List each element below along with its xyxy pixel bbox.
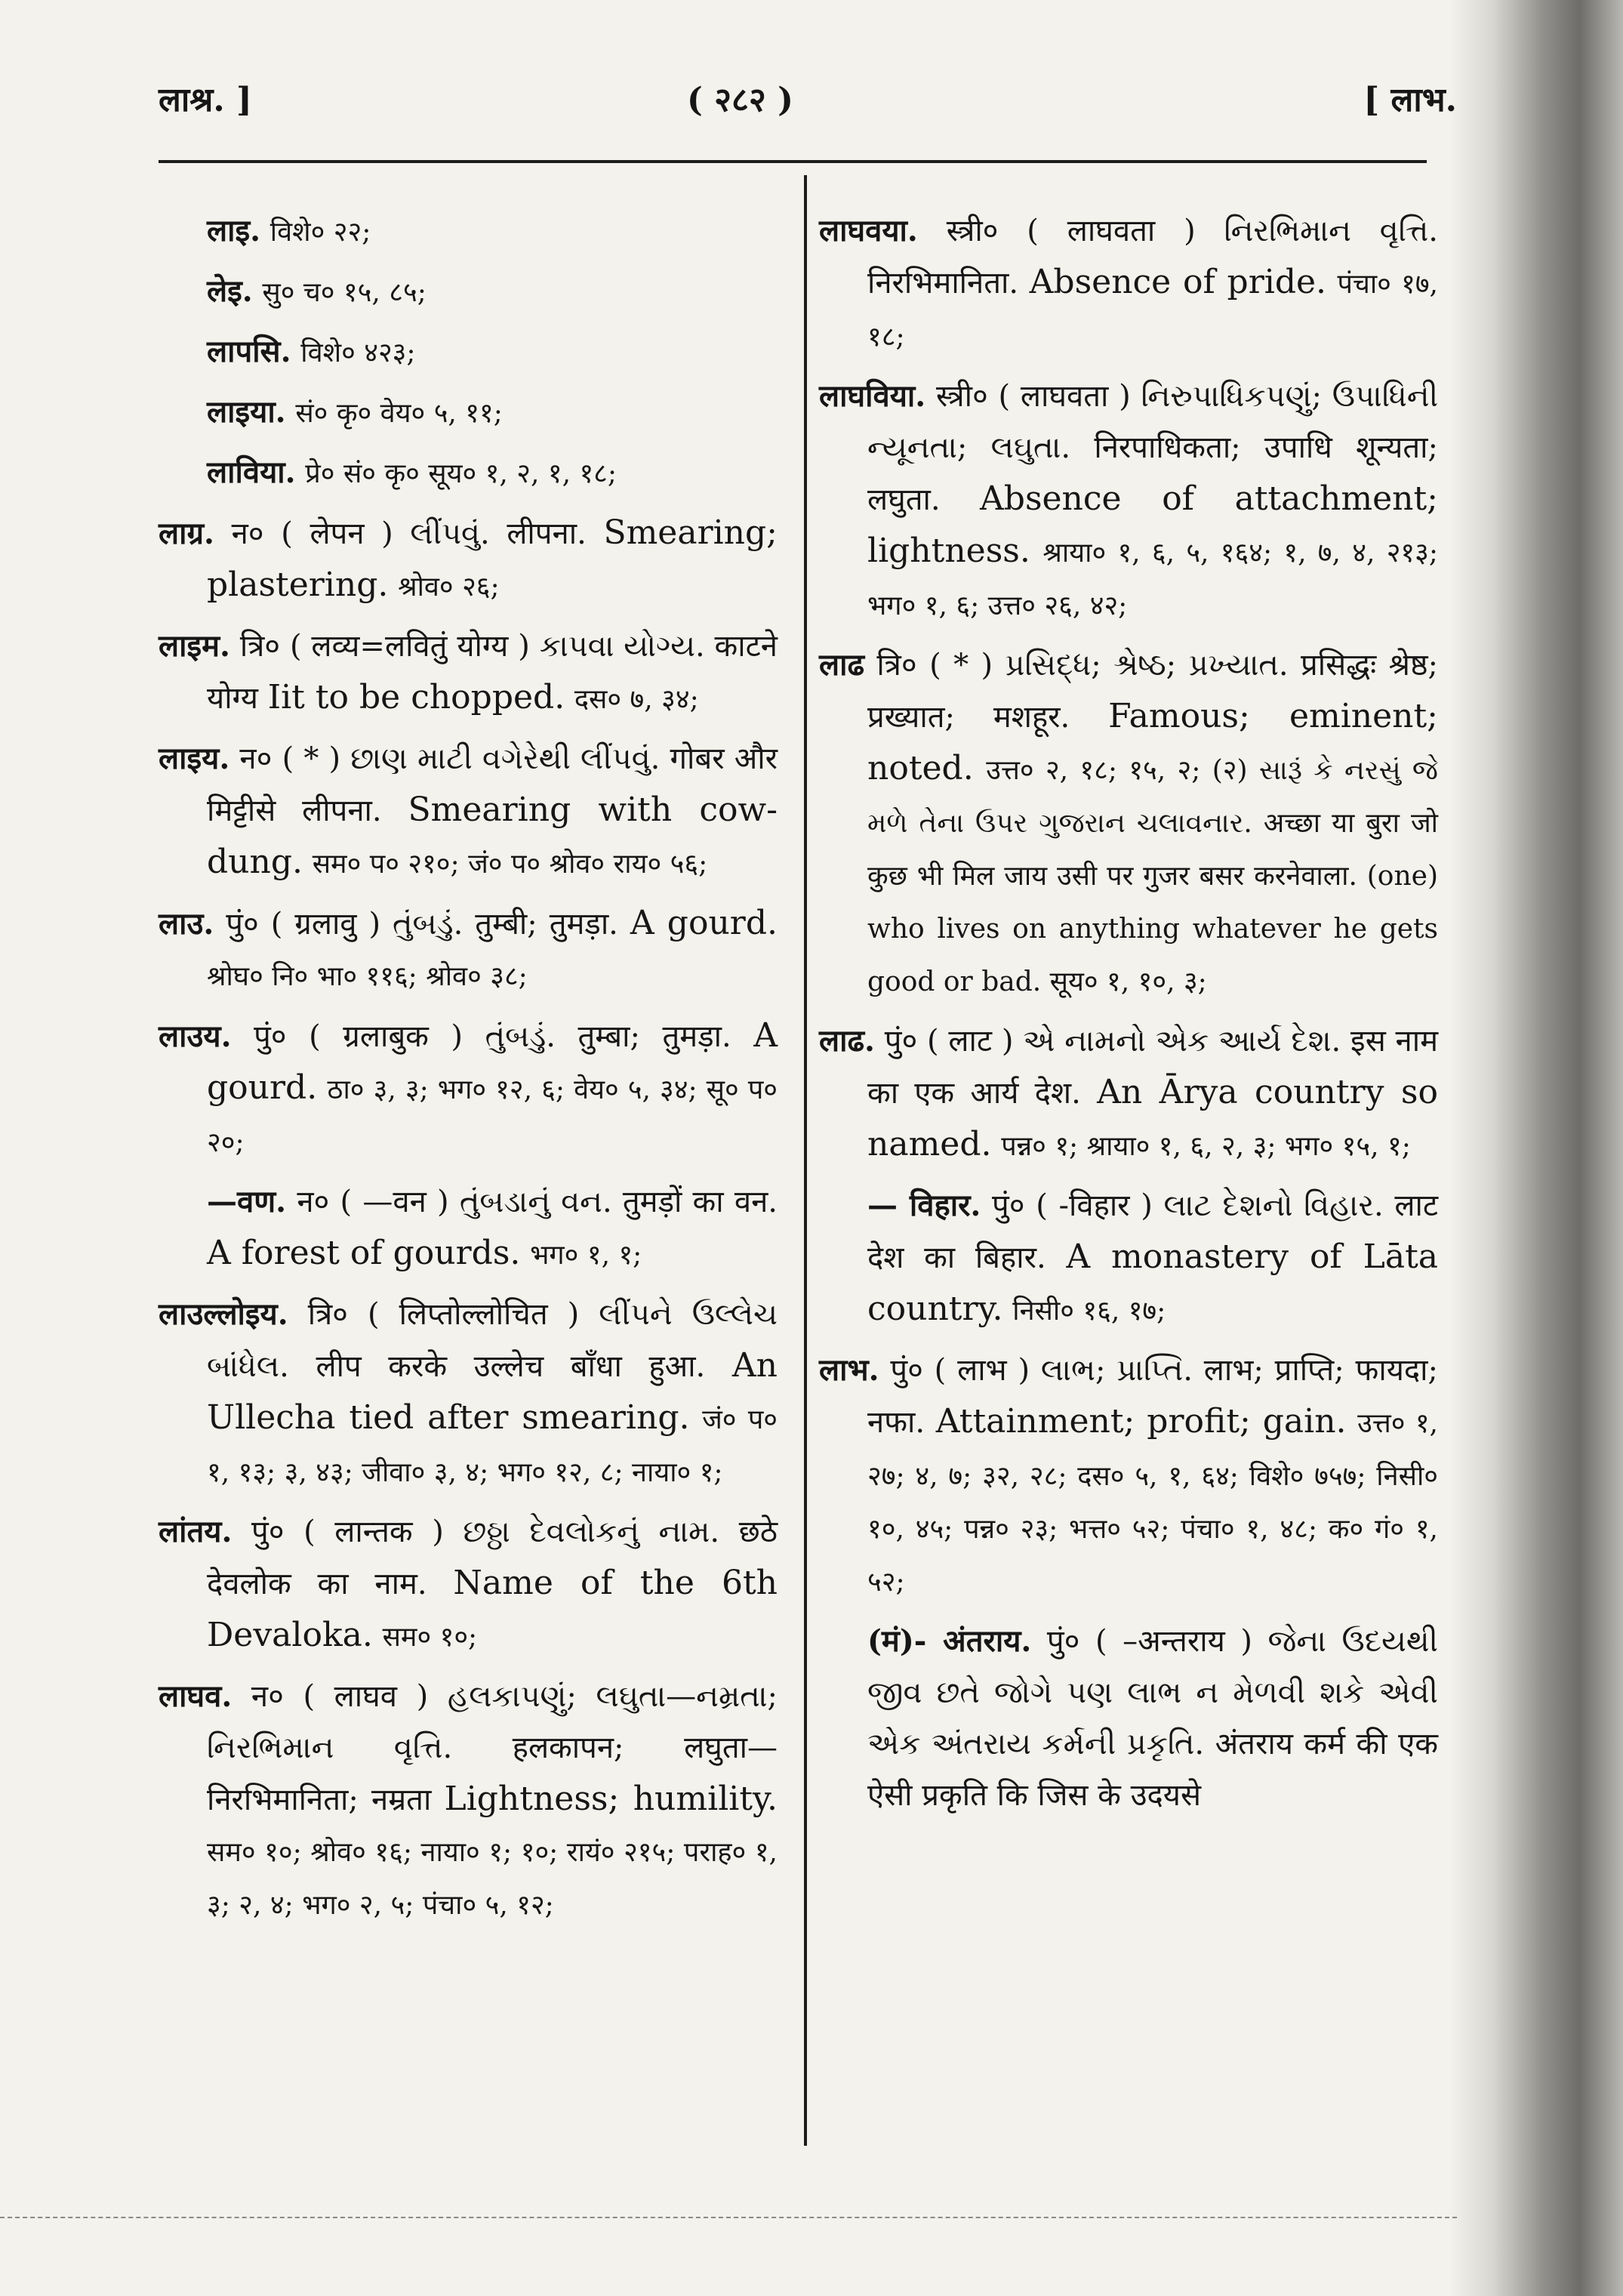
dictionary-entry [819,371,1438,632]
entry-gloss: છઠ્ઠા દેવલોકનું નામ. छठे देवलोक का नाम. [207,1515,778,1601]
entry-gloss: પ્રસિદ્ધ; શ્રેષ્ઠ; પ્રખ્યાત. प्रसिद्धः श्रेष्ठ; प्रख्यात; मशहूर. [867,648,1438,735]
entry-references: प्रे० सं० कृ० सूय० १, २, १, १८; [305,458,617,489]
entry-english: Famous; eminent; noted. [867,697,1438,787]
entry-references: भग० १, १; [530,1240,642,1271]
entry-references: सम० प० २१०; जं० प० श्रोव० राय० ५६; [312,849,708,880]
scan-bottom-line [0,2217,1457,2218]
entry-references: विशे० ४२३; [300,337,416,368]
entry-headword: लाविया. [207,455,296,490]
entry-grammar: त्रि० ( लिप्तोल्लोचित ) [307,1297,580,1332]
entry-references: सं० कृ० वेय० ५, ११; [295,398,503,429]
entry-headword: लाघव. [159,1678,233,1714]
entry-references: श्रोघ० नि० भा० ११६; श्रोव० ३८; [207,961,528,992]
entry-english: Absence of pride. [1029,263,1327,301]
entry-gloss: લાટ દેશનો વિહાર. लाट देश का बिहार. [867,1188,1439,1275]
entry-english: An Ārya country so named. [867,1073,1439,1163]
dictionary-entry [819,639,1438,1008]
entry-gloss: જેના ઉદયથી જીવ છતે જોગે પણ લાભ ન મેળવી શકે એવી એક અંતરાય કર્મની પ્રકૃતિ. अंतराय कर्म की एक ऐसी प्रकृति कि जिस के उदयसे [867,1624,1438,1813]
entry-grammar: न० ( * ) [239,741,341,776]
entry-gloss: તુંબડાનું વન. तुमड़ों का वन. [459,1185,778,1219]
entry-references: जं० प० १, १३; ३, ४३; जीवा० ३, ४; भग० १२, ८; नाया० १; [207,1404,778,1488]
entry-references: पंचा० १७, १८; [867,269,1439,353]
right-column [819,205,1438,1829]
entry-gloss: હલકાપણું; લઘુતા—નમ્રતા; નિરભિમાન વૃત્તિ. हलकापन; लघुता—निरभिमानिता; नम्रता [207,1679,778,1817]
entry-references: उत्त० १, २७; ४, ७; ३२, २८; दस० ५, १, ६४; विशे० ७५७; निसी० १०, ४५; पन्न० २३; भत्त० ५२; पंचा० १, ४८; क० गं० १, ५२; [867,1408,1438,1598]
entry-headword: लाइया. [207,394,286,430]
entry-english: Smearing; plastering. [207,513,778,604]
dictionary-entry [159,1010,778,1169]
entry-references: श्राया० १, ६, ५, १६४; १, ७, ४, २१३; भग० १, ६; उत्त० २६, ४२; [867,538,1438,621]
entry-english: A forest of gourds. [207,1234,521,1272]
entry-grammar: न० ( लाघव ) [251,1679,429,1714]
entry-references: ठा० ३, ३; भग० १२, ६; वेय० ५, ३४; सू० प० २०; [207,1074,778,1158]
entry-headword: —वण. [207,1184,287,1219]
header-guide-word-left: लाश्र. ] [159,81,252,119]
entry-gloss: તુંબડું. तुम्बी; तुमड़ा. [393,907,618,942]
entry-gloss: તુંબડું. तुम्बा; तुमड़ा. [485,1019,731,1054]
dictionary-entry [159,1176,778,1281]
entry-references: पन्न० १; श्राया० १, ६, २, ३; भग० १५, १; [1001,1131,1411,1162]
entry-english: A gourd. [630,904,778,942]
header-rule [159,160,1427,163]
entry-headword: लापसि. [207,334,291,369]
page-edge-shadow [1449,0,1623,2296]
entry-grammar: न० ( —वन ) [297,1185,449,1219]
dictionary-entry [159,326,778,379]
entry-grammar: त्रि० ( * ) [876,648,993,683]
entry-headword: लाढ. [819,1023,875,1059]
page-header [159,76,1457,151]
dictionary-entry [159,733,778,890]
dictionary-entry [159,1671,778,1931]
dictionary-entry [159,387,778,439]
entry-grammar: त्रि० ( लव्य=लवितुं योग्य ) [239,629,530,664]
entry-english: A gourd. [207,1016,778,1107]
entry-headword: लाउय. [159,1019,232,1054]
entry-references: विशे० २२; [269,217,371,248]
left-column [159,205,778,1939]
entry-grammar: पुं० ( लाभ ) [890,1353,1030,1388]
entry-english: Name of the 6th Devaloka. [207,1564,778,1654]
dictionary-entry [819,1616,1438,1821]
header-page-number: ( २८२ ) [687,81,793,119]
entry-headword: लाघवया. [819,213,918,248]
entry-headword: लांतय. [159,1514,233,1549]
entry-gloss: એ નામનો એક આર્ય દેશ. इस नाम का एक आर्य देश. [867,1024,1439,1111]
dictionary-entry [159,1506,778,1663]
entry-headword: लाइ. [207,213,261,248]
entry-gloss: લાભ; પ્રાપ્તિ. लाभ; प्राप्ति; फायदा; नफा. [867,1353,1438,1440]
dictionary-entry [819,1015,1438,1173]
entry-english: Absence of attachment; lightness. [867,479,1439,570]
entry-english: Lightness; humility. [444,1780,778,1818]
entry-headword: लाग्र. [159,516,214,551]
dictionary-entry [819,1180,1438,1337]
entry-grammar: पुं० ( ग्रलावु ) [226,907,381,942]
entry-grammar: पुं० ( लाट ) [884,1024,1014,1059]
entry-english: A monastery of Lāta country. [867,1237,1439,1328]
entry-grammar: स्त्री० ( लाघवता ) [935,379,1131,414]
dictionary-entry [159,898,778,1003]
dictionary-entry [819,1345,1438,1608]
entry-references: उत्त० २, १८; १५, २; (२) સારૂં કે નરસું જે મળે તેના ઉપર ગુજરાન ચલાવનાર. अच्छा या बुरा जो कुछ भी मिल जाय उसी पर गुजर बसर करनेवाला. (one) who lives on anything whatever he gets good or bad. सूय० १, १०, ३; [867,755,1438,997]
entry-references: निसी० १६, १७; [1012,1296,1166,1327]
entry-grammar: पुं० ( लान्तक ) [251,1515,444,1549]
entry-references: सम० १०; [382,1622,478,1653]
dictionary-entry [159,447,778,500]
entry-grammar: पुं० ( -विहार ) [992,1188,1153,1223]
dictionary-entry [159,507,778,613]
entry-headword: लाउल्लोइय. [159,1296,288,1332]
entry-headword: (मं)- अंतराय. [867,1623,1032,1659]
entry-references: सु० च० १५, ८५; [262,277,427,308]
entry-headword: लाघविया. [819,378,926,414]
entry-references: श्रोव० २६; [398,572,500,603]
entry-grammar: पुं० ( ग्रलाबुक ) [254,1019,463,1054]
entry-english: An Ullecha tied after smearing. [207,1346,778,1437]
entry-gloss: કાપવા યોગ્ય. काटने योग्य [207,629,778,716]
entry-headword: लाभ. [819,1352,879,1388]
entry-references: सम० १०; श्रोव० १६; नाया० १; १०; रायं० २१५; पराह० १, ३; २, ४; भग० २, ५; पंचा० ५, १२; [207,1837,778,1921]
entry-headword: लाउ. [159,906,214,942]
entry-english: Iit to be chopped. [267,678,565,717]
entry-grammar: पुं० ( –अन्तराय ) [1046,1624,1252,1659]
entry-references: दस० ७, ३४; [574,684,699,715]
entry-gloss: નિરુપાધિકપણું; ઉપાધિની ન્યૂનતા; લઘુતા. निरपाधिकता; उपाधि शून्यता; लघुता. [867,379,1439,517]
column-divider [804,175,807,2146]
dictionary-entry [159,1289,778,1499]
entry-english: Attainment; profit; gain. [935,1402,1347,1441]
entry-gloss: લીંપવું. लीपना. [410,516,587,551]
entry-gloss: છાણ માટી વગેરેથી લીંપવું. गोबर और मिट्टीसे लीपना. [207,741,778,828]
entry-headword: लाढ [819,647,864,683]
entry-headword: लाइम. [159,628,230,664]
entry-grammar: स्त्री० ( लाघवता ) [946,214,1196,248]
dictionary-entry [159,205,778,258]
dictionary-entry [159,621,778,726]
entry-gloss: લીંપને ઉલ્લેચ બાંધેલ. लीप करके उल्लेच बाँधा हुआ. [207,1297,778,1384]
dictionary-entry [159,266,778,319]
entry-headword: — विहार. [867,1188,981,1223]
entry-headword: लेइ. [207,273,253,309]
entry-english: Smearing with cow-dung. [207,791,778,881]
header-guide-word-right: [ लाभ. [1363,81,1457,119]
entry-headword: लाइय. [159,741,230,776]
dictionary-entry [819,205,1438,363]
entry-grammar: न० ( लेपन ) [231,516,393,551]
entry-gloss: નિરભિમાન વૃત્તિ. निरभिमानिता. [867,214,1438,300]
